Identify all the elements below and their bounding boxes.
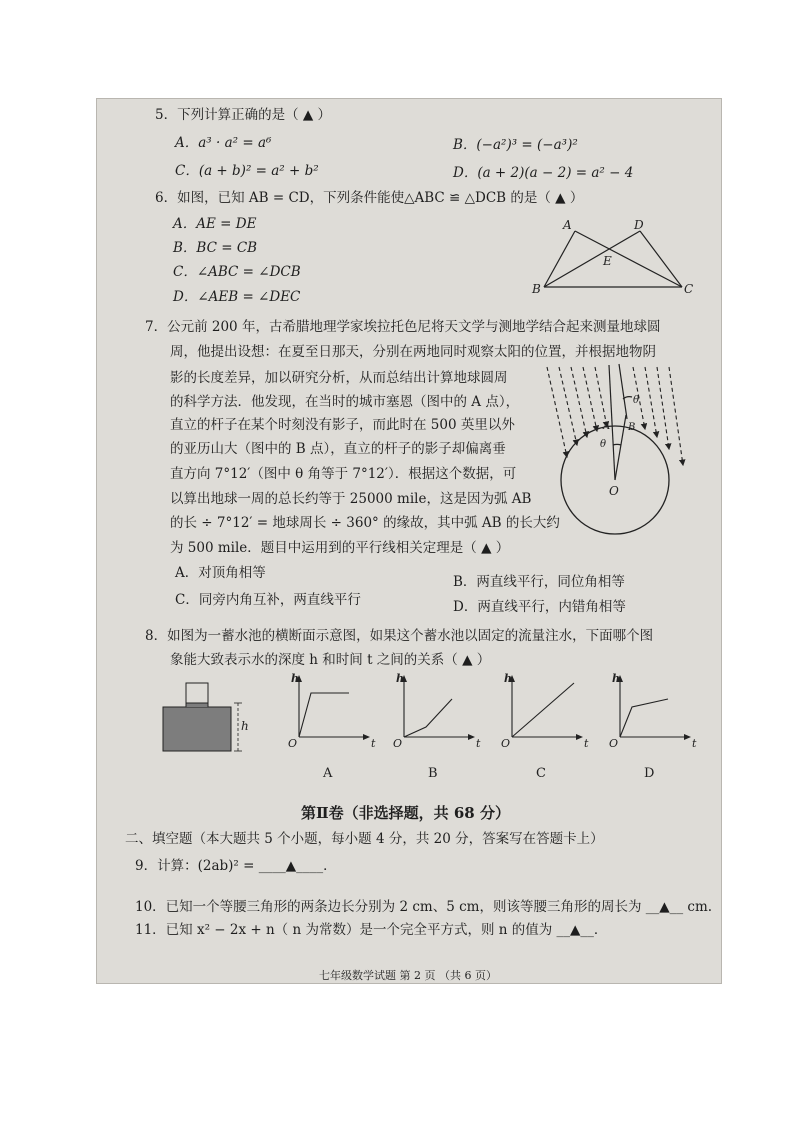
q7-option-a: A．对顶角相等 [175, 565, 266, 581]
q7-label-a: A [603, 421, 611, 432]
q7-line-6: 的亚历山大（图中的 B 点），直立的杆子的影子却偏离垂 [170, 441, 506, 457]
q7-option-b: B．两直线平行，同位角相等 [453, 574, 625, 590]
q6-label-a: A [563, 218, 572, 232]
q5-stem: 5．下列计算正确的是（ ▲ ） [155, 107, 332, 123]
q7-line-5: 直立的杆子在某个时刻没有影子，而此时在 500 英里以外 [170, 417, 515, 433]
q9: 9．计算：(2ab)² = ____▲____． [135, 858, 337, 874]
q6-option-b: B．BC = CB [173, 240, 258, 256]
x-axis-label: t [371, 737, 376, 750]
q6-option-a: A．AE = DE [173, 216, 257, 232]
y-axis-label: h [396, 672, 404, 685]
pool-water [163, 707, 231, 751]
q7-label-b: B [628, 422, 636, 433]
x-axis-label: t [584, 737, 589, 750]
x-axis-label: t [692, 737, 697, 750]
exam-page [96, 98, 722, 984]
q5-option-a: A．a³ · a² = a⁶ [175, 135, 272, 151]
q6-option-c: C．∠ABC = ∠DCB [173, 264, 301, 280]
q6-label-e: E [603, 254, 612, 268]
q8-graph-c [500, 669, 590, 789]
part2-title: 第Ⅱ卷（非选择题，共 68 分） [301, 804, 510, 822]
q8-graph-b [392, 669, 482, 789]
origin-label: O [609, 737, 619, 750]
q6-stem: 6．如图，已知 AB = CD，下列条件能使△ABC ≌ △DCB 的是（ ▲ ） [155, 190, 584, 206]
graph-option-label: C [536, 766, 546, 781]
q7-line-1: 7．公元前 200 年，古希腊地理学家埃拉托色尼将天文学与测地学结合起来测量地球圆 [145, 319, 661, 335]
q8-line-2: 象能大致表示水的深度 h 和时间 t 之间的关系（ ▲ ） [170, 652, 491, 668]
origin-label: O [393, 737, 403, 750]
q7-line-9: 的长 ÷ 7°12′ = 地球周长 ÷ 360° 的缘故，其中弧 AB 的长大约 [170, 515, 560, 531]
q5-option-b: B．(−a²)³ = (−a³)² [453, 137, 578, 153]
pool-depth-label: h [241, 719, 249, 733]
graph-option-label: A [323, 766, 333, 781]
q7-line-7: 直方向 7°12′（图中 θ 角等于 7°12′）．根据这个数据，可 [170, 466, 517, 482]
q7-label-theta-top: θ [633, 395, 640, 406]
q6-label-c: C [684, 282, 694, 296]
y-axis-label: h [612, 672, 620, 685]
q6-option-d: D．∠AEB = ∠DEC [173, 289, 301, 305]
section2-heading: 二、填空题（本大题共 5 个小题，每小题 4 分，共 20 分，答案写在答题卡上） [125, 831, 604, 847]
origin-label: O [501, 737, 511, 750]
q7-line-8: 以算出地球一周的总长约等于 25000 mile，这是因为弧 AB [170, 491, 532, 507]
q11: 11．已知 x² − 2x + n（ n 为常数）是一个完全平方式，则 n 的值为 __▲__． [135, 922, 608, 938]
graph-option-label: B [428, 766, 438, 781]
q8-graph-a [287, 669, 377, 789]
q7-option-d: D．两直线平行，内错角相等 [453, 599, 626, 615]
q7-line-10: 为 500 mile．题目中运用到的平行线相关定理是（ ▲ ） [170, 540, 510, 556]
page-footer: 七年级数学试题 第 2 页 （共 6 页） [319, 969, 497, 982]
y-axis-label: h [504, 672, 512, 685]
q5-option-c: C．(a + b)² = a² + b² [175, 163, 319, 179]
origin-label: O [288, 737, 298, 750]
graph-curve [620, 699, 668, 737]
q8-line-1: 8．如图为一蓄水池的横断面示意图，如果这个蓄水池以固定的流量注水，下面哪个图 [145, 628, 654, 644]
q7-line-2: 周，他提出设想：在夏至日那天，分别在两地同时观察太阳的位置，并根据地物阴 [170, 344, 656, 360]
q8-graph-d [608, 669, 698, 789]
q7-option-c: C．同旁内角互补，两直线平行 [175, 592, 361, 608]
q6-label-b: B [532, 282, 541, 296]
q10: 10．已知一个等腰三角形的两条边长分别为 2 cm、5 cm，则该等腰三角形的周长为 __▲__ cm. [135, 899, 713, 915]
graph-option-label: D [644, 766, 655, 781]
q7-label-theta-center: θ [600, 439, 607, 450]
q7-label-o: O [609, 484, 619, 498]
q8-pool-figure [157, 679, 257, 759]
y-axis-label: h [291, 672, 299, 685]
q7-line-4: 的科学方法．他发现，在当时的城市塞恩（图中的 A 点）， [170, 394, 520, 410]
x-axis-label: t [476, 737, 481, 750]
q7-line-3: 影的长度差异，加以研究分析，从而总结出计算地球圆周 [170, 370, 508, 386]
q5-option-d: D．(a + 2)(a − 2) = a² − 4 [453, 165, 634, 181]
q6-label-d: D [634, 218, 644, 232]
graph-curve [404, 699, 452, 737]
q6-triangle-figure [527, 213, 697, 297]
graph-curve [512, 683, 574, 737]
q7-earth-figure [537, 361, 692, 541]
graph-curve [299, 693, 349, 737]
